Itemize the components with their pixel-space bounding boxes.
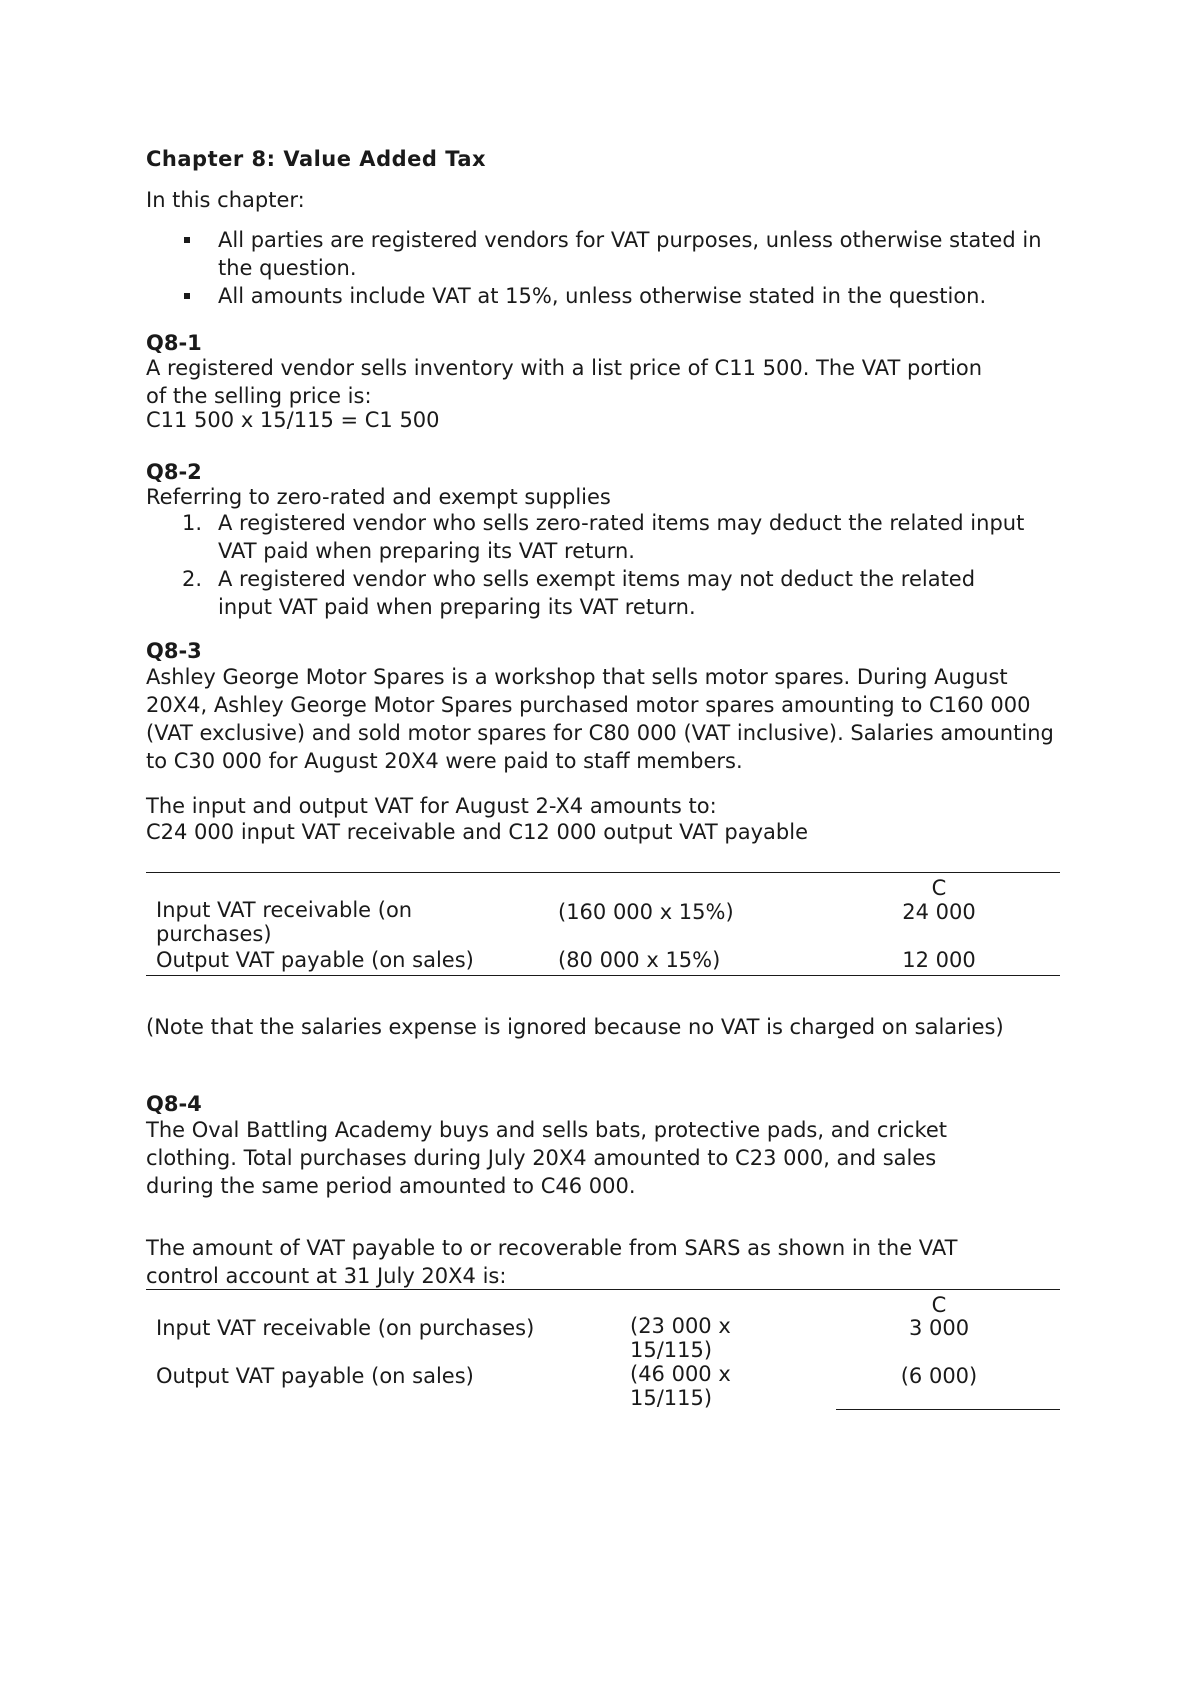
assumptions-list xyxy=(146,226,1060,310)
list-item xyxy=(146,509,1026,565)
question-text: The Oval Battling Academy buys and sells bats, protective pads, and cricket clothing. Total purchases during July 20X4 amounted to C23 000, and sales during the same period amounted to C46 000. xyxy=(146,1118,948,1198)
question-heading: Q8-3 xyxy=(146,639,202,663)
list-number: 2. xyxy=(182,567,203,591)
row-label: Output VAT payable (on sales) xyxy=(156,948,474,972)
question-heading: Q8-4 xyxy=(146,1092,202,1116)
question-text: A registered vendor sells inventory with a list price of C11 500. The VAT portion of the selling price is: xyxy=(146,356,983,408)
row-calc: (23 000 x 15/115) xyxy=(630,1314,731,1362)
list-item-text: A registered vendor who sells exempt items may not deduct the related input VAT paid when preparing its VAT return. xyxy=(218,567,976,619)
row-amount: 3 000 xyxy=(908,1316,970,1340)
row-amount: 12 000 xyxy=(902,948,976,972)
bullet-text: All amounts include VAT at 15%, unless otherwise stated in the question. xyxy=(218,284,987,308)
chapter-title: Chapter 8: Value Added Tax xyxy=(146,147,487,171)
answer-intro: The amount of VAT payable to or recoverable from SARS as shown in the VAT control account at 31 July 20X4 is: xyxy=(146,1236,958,1288)
row-amount: 24 000 xyxy=(902,900,976,924)
answer-text: C24 000 input VAT receivable and C12 000 output VAT payable xyxy=(146,820,809,844)
list-item-text: A registered vendor who sells zero-rated items may deduct the related input VAT paid when preparing its VAT return. xyxy=(218,511,1025,563)
row-calc: (80 000 x 15%) xyxy=(558,948,721,972)
row-calc: (160 000 x 15%) xyxy=(558,900,734,924)
currency-header: C xyxy=(931,876,947,900)
answer-intro: The input and output VAT for August 2-X4 amounts to: xyxy=(146,794,717,818)
row-amount: (6 000) xyxy=(900,1364,978,1388)
question-text: Ashley George Motor Spares is a workshop that sells motor spares. During August 20X4, Ashley George Motor Spares purchased motor spares amounting to C160 000 (VAT exclusive) and sold motor spares for C80 000 (VAT inclusive). Salaries amounting to C30 000 for August 20X4 were paid to staff members. xyxy=(146,665,1054,773)
table-bottom-rule xyxy=(146,975,1060,976)
row-label: Input VAT receivable (on purchases) xyxy=(156,1316,535,1340)
note-text: (Note that the salaries expense is ignored because no VAT is charged on salaries) xyxy=(146,1015,1004,1039)
bullet-icon xyxy=(184,237,190,243)
subtotal-rule xyxy=(836,1409,1060,1410)
question-text: Referring to zero-rated and exempt supplies xyxy=(146,485,611,509)
list-item xyxy=(146,565,1026,621)
question-heading: Q8-1 xyxy=(146,331,202,355)
bullet-icon xyxy=(184,293,190,299)
table-top-rule xyxy=(146,1289,1060,1290)
row-calc: (46 000 x 15/115) xyxy=(630,1362,731,1410)
row-label: Output VAT payable (on sales) xyxy=(156,1364,474,1388)
question-heading: Q8-2 xyxy=(146,460,202,484)
list-item xyxy=(146,282,1060,310)
table-top-rule xyxy=(146,872,1060,873)
row-label: Input VAT receivable (on purchases) xyxy=(156,898,413,946)
chapter-intro: In this chapter: xyxy=(146,188,305,212)
calculation-line: C11 500 x 15/115 = C1 500 xyxy=(146,408,440,432)
list-item xyxy=(146,226,1060,282)
list-number: 1. xyxy=(182,511,203,535)
bullet-text: All parties are registered vendors for VAT purposes, unless otherwise stated in the question. xyxy=(218,228,1042,280)
numbered-list xyxy=(146,509,1026,621)
currency-header: C xyxy=(931,1293,947,1317)
